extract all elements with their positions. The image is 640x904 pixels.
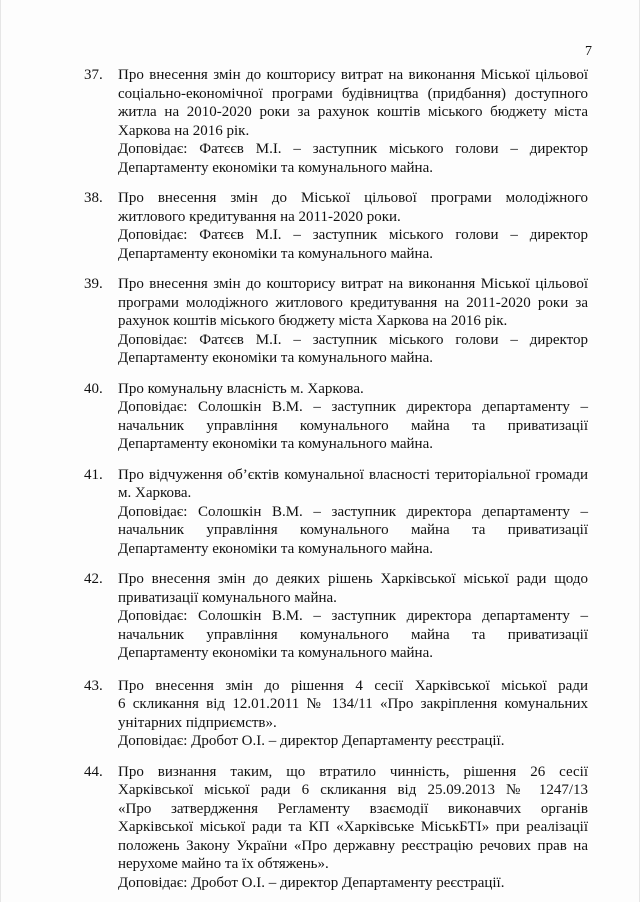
text-line: Департаменту економіки та комунального майна. bbox=[118, 245, 433, 262]
text-line: Харківської міської ради 6 скликання від 25.09.2013 № 1247/13 bbox=[118, 782, 588, 798]
text-line: Про внесення змін до кошторису витрат на виконання Міської цільової bbox=[118, 67, 588, 83]
agenda-item bbox=[84, 189, 588, 263]
agenda-item-text bbox=[118, 570, 588, 663]
agenda-item bbox=[84, 570, 588, 663]
text-line: Про визнання таким, що втратило чинність, рішення 26 сесії bbox=[118, 763, 588, 780]
agenda-item-number: 43. bbox=[84, 677, 103, 694]
text-line: Доповідає: Дробот О.І. – директор Департаменту реєстрації. bbox=[118, 733, 505, 749]
text-line: Харківської міської ради та КП «Харківське МіськБТІ» при реалізації bbox=[118, 819, 588, 835]
text-line: начальник управління комунального майна та приватизації bbox=[118, 522, 588, 538]
text-line: Департаменту економіки та комунального майна. bbox=[118, 350, 433, 366]
agenda-item-text bbox=[118, 677, 588, 751]
agenda-list bbox=[84, 66, 588, 904]
agenda-item-number: 40. bbox=[84, 380, 103, 397]
text-line: Про внесення змін до кошторису витрат на виконання Міської цільової bbox=[118, 276, 588, 292]
text-line: положень Закону України «Про державну реєстрацію речових прав на bbox=[118, 837, 588, 854]
text-line: Департаменту економіки та комунального майна. bbox=[118, 645, 433, 661]
text-line: житлового кредитування на 2011-2020 роки. bbox=[118, 208, 401, 225]
text-line: Доповідає: Фатєєв М.І. – заступник міського голови – директор bbox=[118, 331, 588, 348]
text-line: Про внесення змін до Міської цільової програми молодіжного bbox=[118, 190, 588, 206]
agenda-item bbox=[84, 466, 588, 559]
text-line: Департаменту економіки та комунального майна. bbox=[118, 540, 433, 557]
text-line: унітарних підприємств». bbox=[118, 714, 277, 731]
text-line: Доповідає: Солошкін В.М. – заступник директора департаменту – bbox=[118, 608, 588, 624]
text-line: Доповідає: Фатєєв М.І. – заступник міського голови – директор bbox=[118, 141, 588, 157]
text-line: Харкова на 2016 рік. bbox=[118, 122, 250, 139]
agenda-item-text bbox=[118, 189, 588, 263]
agenda-item-text bbox=[118, 66, 588, 177]
text-line: Про комунальну власність м. Харкова. bbox=[118, 380, 364, 397]
agenda-item-text bbox=[118, 275, 588, 368]
agenda-item bbox=[84, 763, 588, 893]
text-line: житла на 2010-2020 роки за рахунок коштів міського бюджету міста bbox=[118, 104, 588, 120]
text-line: начальник управління комунального майна та приватизації bbox=[118, 626, 588, 643]
agenda-item-text bbox=[118, 380, 588, 454]
text-line: приватизації комунального майна. bbox=[118, 589, 337, 606]
agenda-item-number: 38. bbox=[84, 190, 103, 206]
text-line: начальник управління комунального майна та приватизації bbox=[118, 417, 588, 434]
page-number: 7 bbox=[585, 44, 592, 59]
text-line: «Про затвердження Регламенту взаємодії виконавчих органів bbox=[118, 800, 588, 817]
agenda-item-number: 41. bbox=[84, 466, 103, 483]
agenda-item-text bbox=[118, 763, 588, 893]
text-line: Доповідає: Фатєєв М.І. – заступник міського голови – директор bbox=[118, 227, 588, 243]
agenda-item bbox=[84, 275, 588, 368]
agenda-item-number: 37. bbox=[84, 67, 103, 83]
text-line: 6 скликання від 12.01.2011 № 134/11 «Про закріплення комунальних bbox=[118, 696, 588, 712]
text-line: Доповідає: Солошкін В.М. – заступник директора департаменту – bbox=[118, 503, 588, 520]
text-line: програми молодіжного житлового кредитування на 2011-2020 роки за bbox=[118, 294, 588, 311]
agenda-item bbox=[84, 66, 588, 177]
agenda-item-number: 39. bbox=[84, 276, 103, 292]
text-line: м. Харкова. bbox=[118, 485, 192, 501]
text-line: Доповідає: Дробот О.І. – директор Департаменту реєстрації. bbox=[118, 874, 505, 891]
text-line: Про внесення змін до деяких рішень Харківської міської ради щодо bbox=[118, 571, 588, 587]
agenda-item-number: 44. bbox=[84, 763, 103, 780]
text-line: Департаменту економіки та комунального майна. bbox=[118, 159, 433, 176]
text-line: рахунок коштів міського бюджету міста Харкова на 2016 рік. bbox=[118, 313, 508, 329]
text-line: Про відчуження об’єктів комунальної власності територіальної громади bbox=[118, 466, 588, 483]
agenda-item-number: 42. bbox=[84, 571, 103, 587]
agenda-item bbox=[84, 677, 588, 751]
agenda-item bbox=[84, 380, 588, 454]
text-line: Департаменту економіки та комунального майна. bbox=[118, 436, 433, 452]
agenda-item-text bbox=[118, 466, 588, 559]
text-line: нерухоме майно та їх обтяжень». bbox=[118, 856, 329, 872]
text-line: Доповідає: Солошкін В.М. – заступник директора департаменту – bbox=[118, 399, 588, 415]
page-left-edge bbox=[0, 0, 1, 902]
text-line: Про внесення змін до рішення 4 сесії Харківської міської ради bbox=[118, 677, 588, 694]
text-line: соціально-економічної програми будівництва (придбання) доступного bbox=[118, 85, 588, 102]
